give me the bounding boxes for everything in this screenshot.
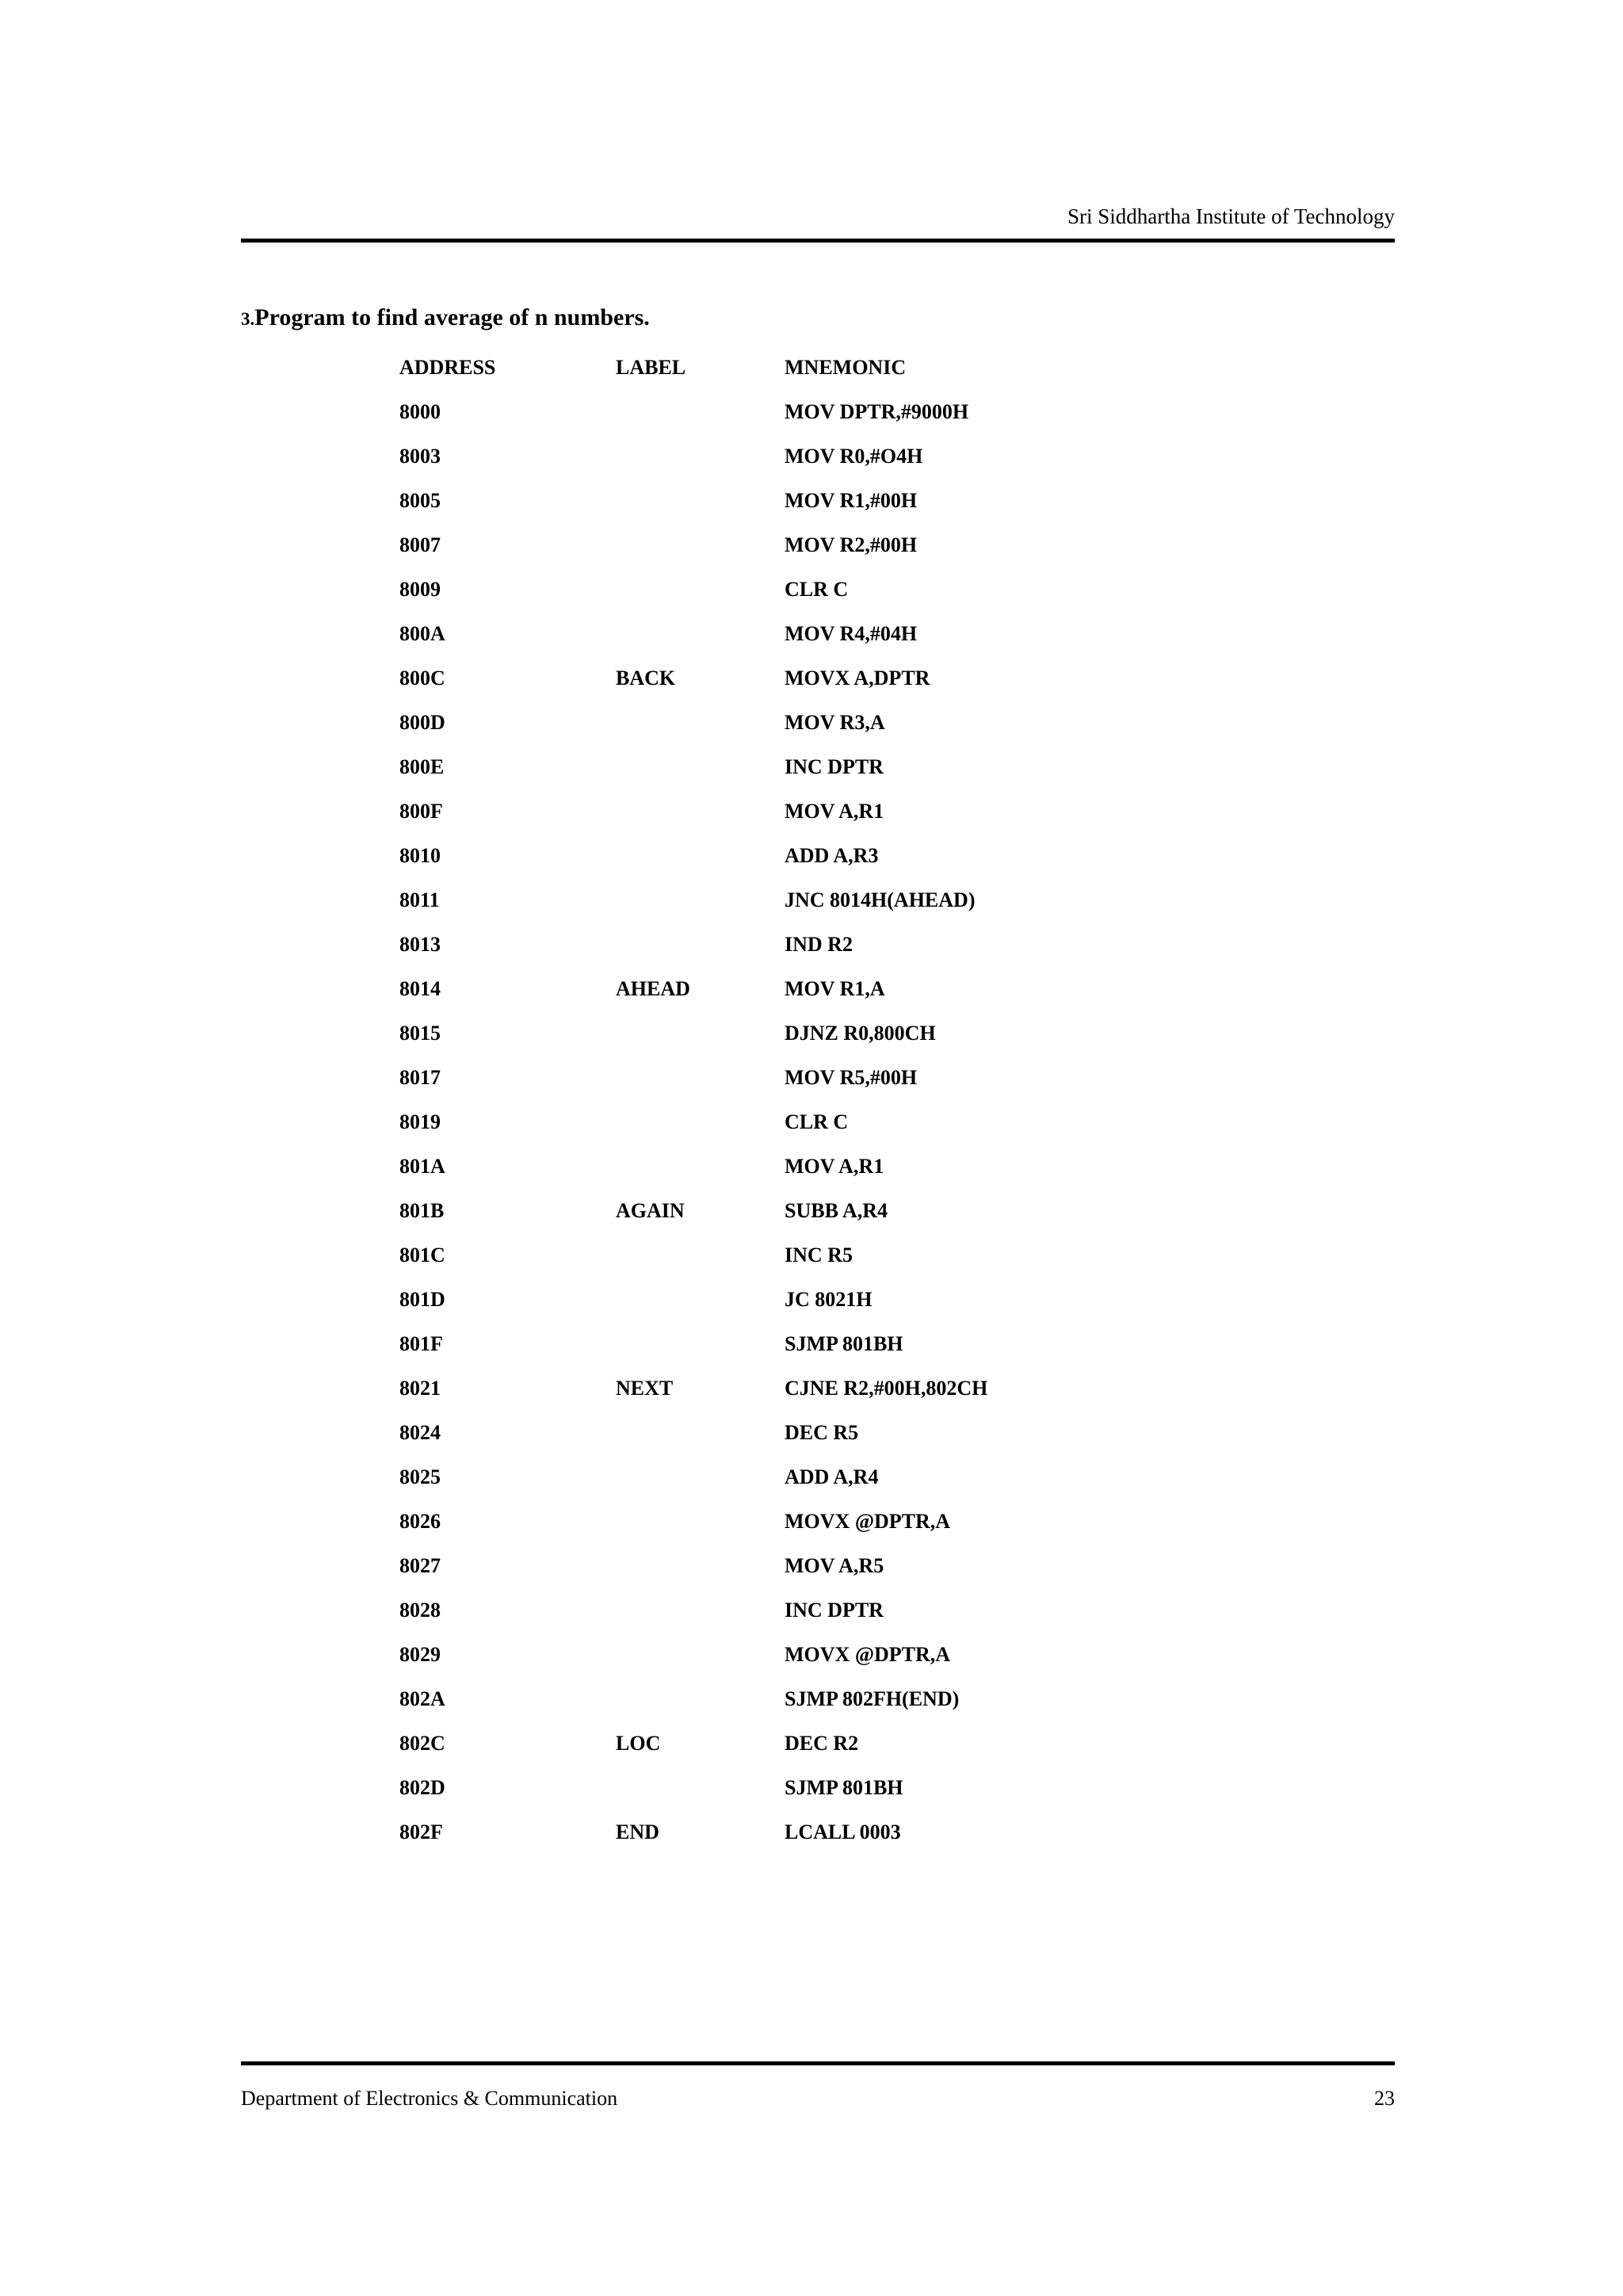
- label-cell: [616, 1056, 785, 1100]
- address-cell: 8028: [399, 1599, 441, 1622]
- address-cell: 800F: [399, 800, 443, 823]
- label-cell: [616, 1011, 785, 1056]
- mnemonic-cell: IND R2: [785, 933, 853, 956]
- label-cell: [616, 1455, 785, 1499]
- address-cell: 8021: [399, 1377, 441, 1400]
- address-cell: 8014: [399, 977, 441, 1000]
- label-cell: END: [616, 1820, 659, 1843]
- mnemonic-cell: SJMP 802FH(END): [785, 1687, 960, 1710]
- mnemonic-cell: DEC R5: [785, 1421, 859, 1444]
- footer-rule: [241, 2061, 1395, 2065]
- table-row: [399, 656, 1102, 701]
- label-cell: [616, 1766, 785, 1810]
- label-cell: [616, 1278, 785, 1322]
- address-cell: 801D: [399, 1288, 445, 1311]
- mnemonic-cell: MOVX @DPTR,A: [785, 1510, 951, 1533]
- address-cell: 8000: [399, 400, 441, 423]
- program-table: [399, 346, 1102, 1855]
- address-cell: 8026: [399, 1510, 441, 1533]
- mnemonic-cell: JC 8021H: [785, 1288, 873, 1311]
- address-cell: 801B: [399, 1199, 445, 1222]
- mnemonic-cell: MOV R1,#00H: [785, 489, 918, 512]
- label-cell: [616, 1544, 785, 1588]
- address-cell: 800D: [399, 711, 445, 734]
- label-cell: [616, 612, 785, 656]
- address-cell: 800A: [399, 622, 445, 645]
- mnemonic-cell: MOV R2,#00H: [785, 533, 918, 556]
- label-cell: AGAIN: [616, 1199, 685, 1222]
- table-row: [399, 1499, 1102, 1544]
- mnemonic-cell: LCALL 0003: [785, 1820, 901, 1843]
- mnemonic-cell: DJNZ R0,800CH: [785, 1022, 936, 1045]
- mnemonic-cell: SJMP 801BH: [785, 1776, 903, 1799]
- label-cell: [616, 1588, 785, 1633]
- table-row: [399, 1322, 1102, 1366]
- table-row: [399, 1366, 1102, 1411]
- label-cell: [616, 789, 785, 834]
- table-row: [399, 1810, 1102, 1855]
- table-row: [399, 1411, 1102, 1455]
- table-row: [399, 1455, 1102, 1499]
- table-row: [399, 923, 1102, 967]
- table-row: [399, 745, 1102, 789]
- label-cell: [616, 1633, 785, 1677]
- label-cell: [616, 1100, 785, 1144]
- label-cell: LOC: [616, 1732, 661, 1755]
- mnemonic-cell: INC DPTR: [785, 755, 884, 778]
- label-cell: AHEAD: [616, 977, 690, 1000]
- mnemonic-cell: MOV R1,A: [785, 977, 885, 1000]
- address-cell: 8003: [399, 445, 441, 468]
- table-row: [399, 523, 1102, 567]
- label-cell: [616, 1499, 785, 1544]
- table-row: [399, 567, 1102, 612]
- label-cell: [616, 479, 785, 523]
- column-header-address: ADDRESS: [399, 356, 496, 379]
- address-cell: 8024: [399, 1421, 441, 1444]
- table-row: [399, 612, 1102, 656]
- address-cell: 8009: [399, 578, 441, 601]
- label-cell: [616, 1233, 785, 1278]
- column-header-mnemonic: MNEMONIC: [785, 356, 907, 379]
- address-cell: 8010: [399, 844, 441, 867]
- table-row: [399, 1056, 1102, 1100]
- table-row: [399, 434, 1102, 479]
- label-cell: [616, 923, 785, 967]
- address-cell: 8017: [399, 1066, 441, 1089]
- section-number: 3.: [241, 309, 255, 329]
- address-cell: 8007: [399, 533, 441, 556]
- mnemonic-cell: MOV A,R1: [785, 800, 884, 823]
- address-cell: 801C: [399, 1244, 445, 1266]
- table-row: [399, 701, 1102, 745]
- mnemonic-cell: CLR C: [785, 578, 849, 601]
- address-cell: 800E: [399, 755, 445, 778]
- page-number: 23: [1374, 2087, 1395, 2110]
- mnemonic-cell: MOV R3,A: [785, 711, 885, 734]
- mnemonic-cell: ADD A,R3: [785, 844, 879, 867]
- mnemonic-cell: CLR C: [785, 1110, 849, 1133]
- label-cell: [616, 745, 785, 789]
- table-row: [399, 967, 1102, 1011]
- table-row: [399, 878, 1102, 923]
- table-row: [399, 1544, 1102, 1588]
- address-cell: 801A: [399, 1155, 445, 1178]
- section-title: [241, 304, 650, 331]
- label-cell: NEXT: [616, 1377, 674, 1400]
- label-cell: [616, 1411, 785, 1455]
- mnemonic-cell: SJMP 801BH: [785, 1332, 903, 1355]
- address-cell: 802F: [399, 1820, 443, 1843]
- label-cell: [616, 390, 785, 434]
- table-header-row: [399, 346, 1102, 390]
- table-row: [399, 1633, 1102, 1677]
- mnemonic-cell: MOV R4,#04H: [785, 622, 918, 645]
- section-title-text: Program to find average of n numbers.: [254, 304, 650, 330]
- address-cell: 8025: [399, 1465, 441, 1488]
- table-row: [399, 1233, 1102, 1278]
- label-cell: [616, 1677, 785, 1721]
- table-row: [399, 834, 1102, 878]
- label-cell: [616, 834, 785, 878]
- label-cell: [616, 567, 785, 612]
- address-cell: 8019: [399, 1110, 441, 1133]
- mnemonic-cell: CJNE R2,#00H,802CH: [785, 1377, 988, 1400]
- mnemonic-cell: INC DPTR: [785, 1599, 884, 1622]
- address-cell: 802D: [399, 1776, 445, 1799]
- mnemonic-cell: JNC 8014H(AHEAD): [785, 888, 976, 911]
- column-header-label: LABEL: [616, 356, 686, 379]
- table-row: [399, 1766, 1102, 1810]
- address-cell: 800C: [399, 667, 445, 690]
- mnemonic-cell: MOV DPTR,#9000H: [785, 400, 969, 423]
- table-row: [399, 789, 1102, 834]
- mnemonic-cell: MOV A,R1: [785, 1155, 884, 1178]
- address-cell: 8029: [399, 1643, 441, 1666]
- address-cell: 8013: [399, 933, 441, 956]
- footer-department: Department of Electronics & Communication: [241, 2087, 618, 2110]
- label-cell: [616, 878, 785, 923]
- address-cell: 8015: [399, 1022, 441, 1045]
- mnemonic-cell: DEC R2: [785, 1732, 859, 1755]
- label-cell: [616, 523, 785, 567]
- address-cell: 8005: [399, 489, 441, 512]
- mnemonic-cell: MOV R0,#O4H: [785, 445, 923, 468]
- address-cell: 802A: [399, 1687, 445, 1710]
- address-cell: 802C: [399, 1732, 445, 1755]
- label-cell: [616, 1144, 785, 1189]
- table-row: [399, 1588, 1102, 1633]
- table-row: [399, 1278, 1102, 1322]
- table-row: [399, 1144, 1102, 1189]
- address-cell: 8027: [399, 1554, 441, 1577]
- label-cell: [616, 434, 785, 479]
- label-cell: [616, 701, 785, 745]
- table-row: [399, 479, 1102, 523]
- address-cell: 801F: [399, 1332, 443, 1355]
- mnemonic-cell: MOVX A,DPTR: [785, 667, 930, 690]
- table-row: [399, 390, 1102, 434]
- mnemonic-cell: INC R5: [785, 1244, 853, 1266]
- label-cell: BACK: [616, 667, 676, 690]
- mnemonic-cell: MOVX @DPTR,A: [785, 1643, 951, 1666]
- page-header-institution: Sri Siddhartha Institute of Technology: [1067, 204, 1395, 228]
- table-row: [399, 1721, 1102, 1766]
- table-row: [399, 1677, 1102, 1721]
- label-cell: [616, 1322, 785, 1366]
- table-row: [399, 1011, 1102, 1056]
- mnemonic-cell: MOV R5,#00H: [785, 1066, 918, 1089]
- mnemonic-cell: SUBB A,R4: [785, 1199, 888, 1222]
- address-cell: 8011: [399, 888, 440, 911]
- mnemonic-cell: ADD A,R4: [785, 1465, 879, 1488]
- table-row: [399, 1100, 1102, 1144]
- table-body: [399, 390, 1102, 1855]
- header-rule: [241, 239, 1395, 243]
- table-row: [399, 1189, 1102, 1233]
- mnemonic-cell: MOV A,R5: [785, 1554, 884, 1577]
